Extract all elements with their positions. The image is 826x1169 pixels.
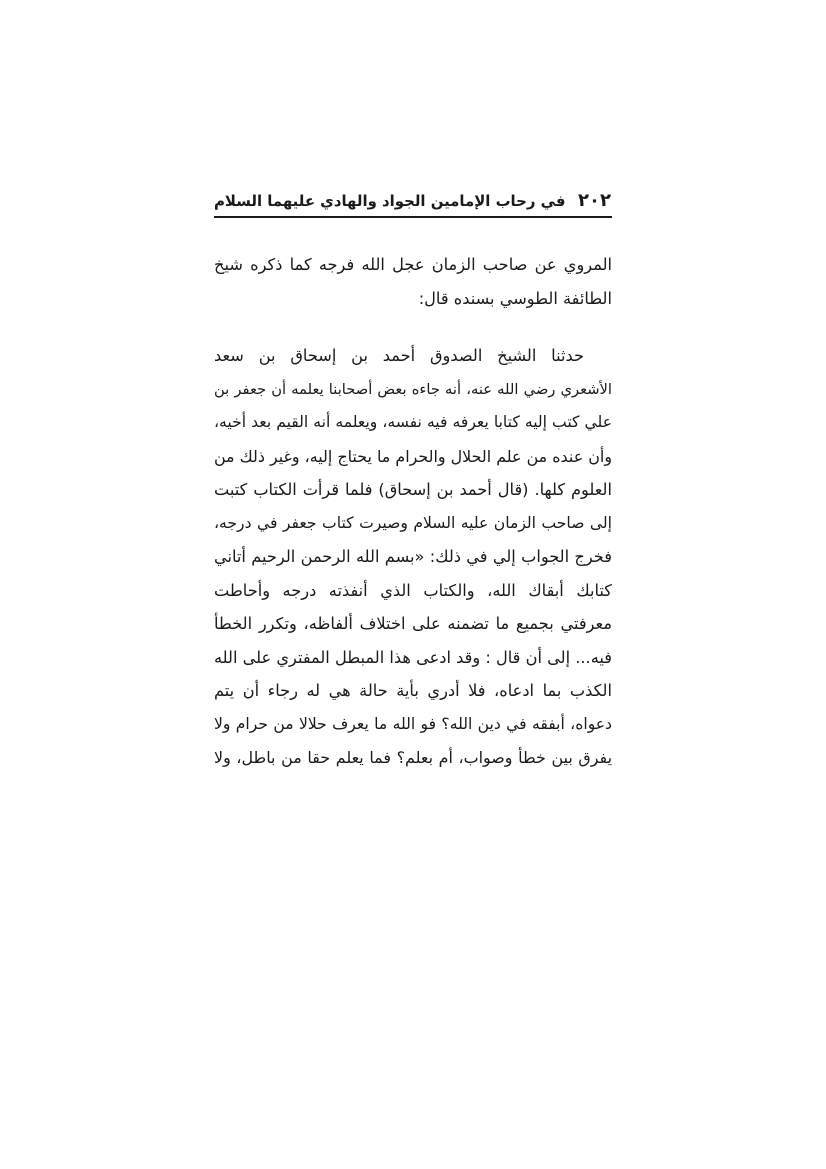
text-line: معرفتي بجميع ما تضمنه على اختلاف ألفاظه، وتكرر الخطأ [214,614,612,633]
text-line: دعواه، أبفقه في دين الله؟ فو الله ما يعرف حلالا من حرام ولا [214,714,612,733]
text-line: العلوم كلها. (قال أحمد بن إسحاق) فلما قرأت الكتاب كتبت [214,480,612,499]
text-line: الكذب بما ادعاه، فلا أدري بأية حالة هي له رجاء أن يتم [214,681,612,700]
header-rule [214,216,612,218]
text-line: وأن عنده من علم الحلال والحرام ما يحتاج إليه، وغير ذلك من [213,446,612,466]
paragraph-gap [214,315,612,339]
text-line: المروي عن صاحب الزمان عجل الله فرجه كما ذكره شيخ [214,255,612,274]
text-line: كتابك أبقاك الله، والكتاب الذي أنفذته درجه وأحاطت [214,580,612,600]
text-line: يفرق بين خطأ وصواب، أم بعلم؟ فما يعلم حقا من باطل، ولا [214,748,612,767]
page-header [214,187,611,217]
text-line: فيه... إلى أن قال : وقد ادعى هذا المبطل المفتري على الله [214,647,612,667]
running-title: في رحاب الإمامين الجواد والهادي عليهما السلام [214,192,566,210]
text-line: الأشعري رضي الله عنه، أنه جاءه بعض أصحابنا يعلمه أن جعفر بن [214,380,612,398]
text-line: الطائفة الطوسي بسنده قال: [418,288,612,308]
body-text [214,248,612,775]
text-line: إلى صاحب الزمان عليه السلام وصيرت كتاب جعفر في درجه، [214,513,612,532]
text-line: علي كتب إليه كتابا يعرفه فيه نفسه، ويعلمه أنه القيم بعد أخيه، [214,413,612,431]
text-line: حدثنا الشيخ الصدوق أحمد بن إسحاق بن سعد [214,346,584,365]
page-number: ٢٠٢ [578,190,611,211]
text-line: فخرج الجواب إلي في ذلك: «بسم الله الرحمن الرحيم أتاني [214,547,612,566]
